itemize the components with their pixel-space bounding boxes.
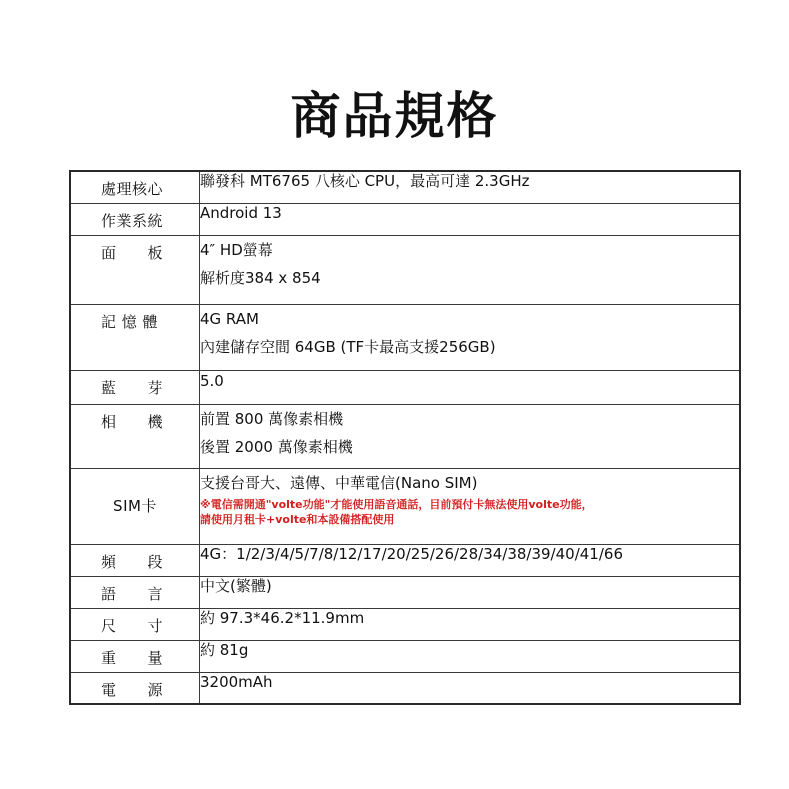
table-row [70,171,740,203]
table-row [70,370,740,404]
row-value: 前置 800 萬像素相機 後置 2000 萬像素相機 [200,404,741,468]
row-label: 重 量 [70,640,200,672]
table-row [70,304,740,370]
row-value: 4″ HD螢幕 解析度384 x 854 [200,235,741,304]
row-value: 4G：1/2/3/4/5/7/8/12/17/20/25/26/28/34/38/39/40/41/66 [200,544,741,576]
volte-note: ※電信需開通"volte功能"才能使用語音通話，目前預付卡無法使用volte功能， [200,497,593,511]
table-row [70,235,740,304]
row-label: SIM卡 [70,468,200,544]
table-row [70,672,740,704]
row-label: 尺 寸 [70,608,200,640]
row-value: Android 13 [200,203,741,235]
table-row [70,203,740,235]
table-row [70,640,740,672]
row-label: 電 源 [70,672,200,704]
table-row [70,468,740,544]
row-label: 面 板 [70,235,200,304]
row-value: 約 81g [200,640,741,672]
row-value: 5.0 [200,370,741,404]
volte-note: 請使用月租卡+volte和本設備搭配使用 [200,512,395,526]
row-label: 處理核心 [70,171,200,203]
row-value: 3200mAh [200,672,741,704]
row-label: 頻 段 [70,544,200,576]
row-label: 藍 芽 [70,370,200,404]
spec-table [69,170,741,705]
row-value: 4G RAM 內建儲存空間 64GB (TF卡最高支援256GB) [200,304,741,370]
row-label: 作業系統 [70,203,200,235]
row-label: 記 憶 體 [70,304,200,370]
row-value: 約 97.3*46.2*11.9mm [200,608,741,640]
page-title: 商品規格 [290,87,499,145]
row-label: 語 言 [70,576,200,608]
row-value: 中文(繁體) [200,576,741,608]
row-value: 聯發科 MT6765 八核心 CPU，最高可達 2.3GHz [200,171,741,203]
table-row [70,544,740,576]
table-row [70,576,740,608]
table-row [70,404,740,468]
table-row [70,608,740,640]
row-value: 支援台哥大、遠傳、中華電信(Nano SIM) ※電信需開通"volte功能"才能使用語音通話，目前預付卡無法使用volte功能， 請使用月租卡+volte和本設備搭配使用 [200,468,741,544]
row-label: 相 機 [70,404,200,468]
